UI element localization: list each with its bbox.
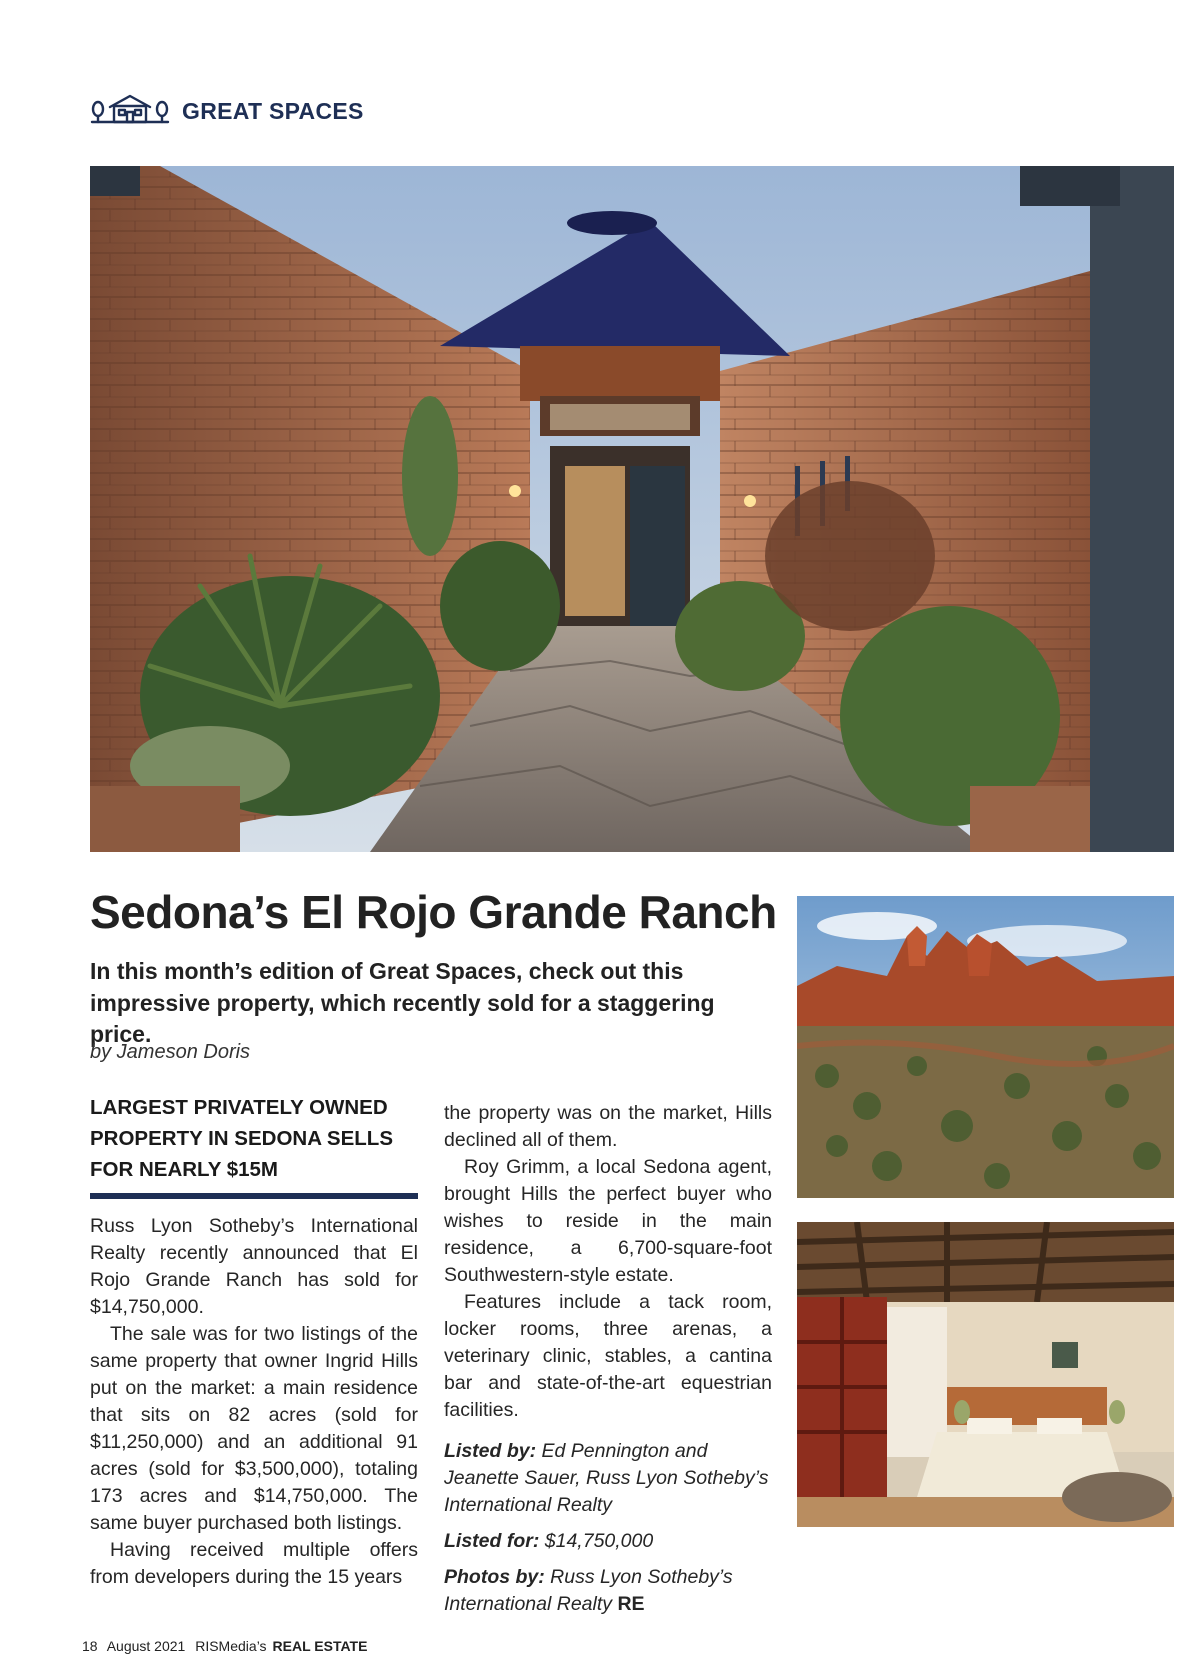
magazine-name: REAL ESTATE <box>272 1638 368 1654</box>
paragraph: the property was on the market, Hills declined all of them. <box>444 1102 772 1151</box>
end-mark: RE <box>617 1593 645 1615</box>
page-footer <box>82 1638 373 1654</box>
photo-bedroom-interior <box>797 1222 1174 1527</box>
listed-by-credit <box>444 1438 772 1519</box>
article-byline: by Jameson Doris <box>90 1041 251 1063</box>
photos-by-value: Russ Lyon Sotheby’s International Realty <box>444 1566 733 1615</box>
paragraph: Russ Lyon Sotheby’s International Realty recently announced that El Rojo Grande Ranch has sold for $14,750,000. <box>90 1215 418 1318</box>
listed-by-value: Ed Pennington and Jeanette Sauer, Russ Lyon Sotheby’s International Realty <box>444 1440 769 1516</box>
listed-for-value: $14,750,000 <box>544 1530 654 1552</box>
paragraph: Having received multiple offers from developers during the 15 years <box>90 1539 418 1588</box>
section-header <box>90 94 364 128</box>
article-column-1 <box>90 1092 418 1591</box>
publisher-name: RISMedia’s <box>195 1638 267 1654</box>
paragraph: Roy Grimm, a local Sedona agent, brought Hills the perfect buyer who wishes to reside in the main residence, a 6,700-square-foot Southwestern-style estate. <box>444 1156 772 1286</box>
photos-by-label: Photos by: <box>444 1566 545 1588</box>
article-column-2 <box>444 1100 772 1618</box>
page-number: 18 <box>82 1638 98 1654</box>
listed-for-label: Listed for: <box>444 1530 540 1552</box>
issue-date: August 2021 <box>106 1638 186 1654</box>
paragraph: Features include a tack room, locker rooms, three arenas, a veterinary clinic, stables, a cantina bar and state-of-the-art equestrian facilities. <box>444 1291 772 1421</box>
section-title: GREAT SPACES <box>182 97 364 124</box>
listed-by-label: Listed by: <box>444 1440 537 1462</box>
photo-red-rock-landscape <box>797 896 1174 1198</box>
article-dek: In this month’s edition of Great Spaces, check out this impressive property, which recently sold for a staggering price. <box>90 958 715 1048</box>
subhead-rule <box>90 1193 418 1199</box>
paragraph: The sale was for two listings of the same property that owner Ingrid Hills put on the market: a main residence that sits on 82 acres (sold for $11,250,000) and an additional 91 acres (sold for $3,500,000), totaling 173 acres and $14,750,000. The same buyer purchased both listings. <box>90 1323 418 1534</box>
article-headline: Sedona’s El Rojo Grande Ranch <box>90 886 777 938</box>
hero-photo-courtyard-entry <box>90 166 1174 852</box>
house-trees-icon <box>90 93 170 130</box>
listed-for-credit <box>444 1528 772 1555</box>
article-subhead: LARGEST PRIVATELY OWNED PROPERTY IN SEDONA SELLS FOR NEARLY $15M <box>90 1096 393 1181</box>
photos-by-credit <box>444 1564 772 1618</box>
